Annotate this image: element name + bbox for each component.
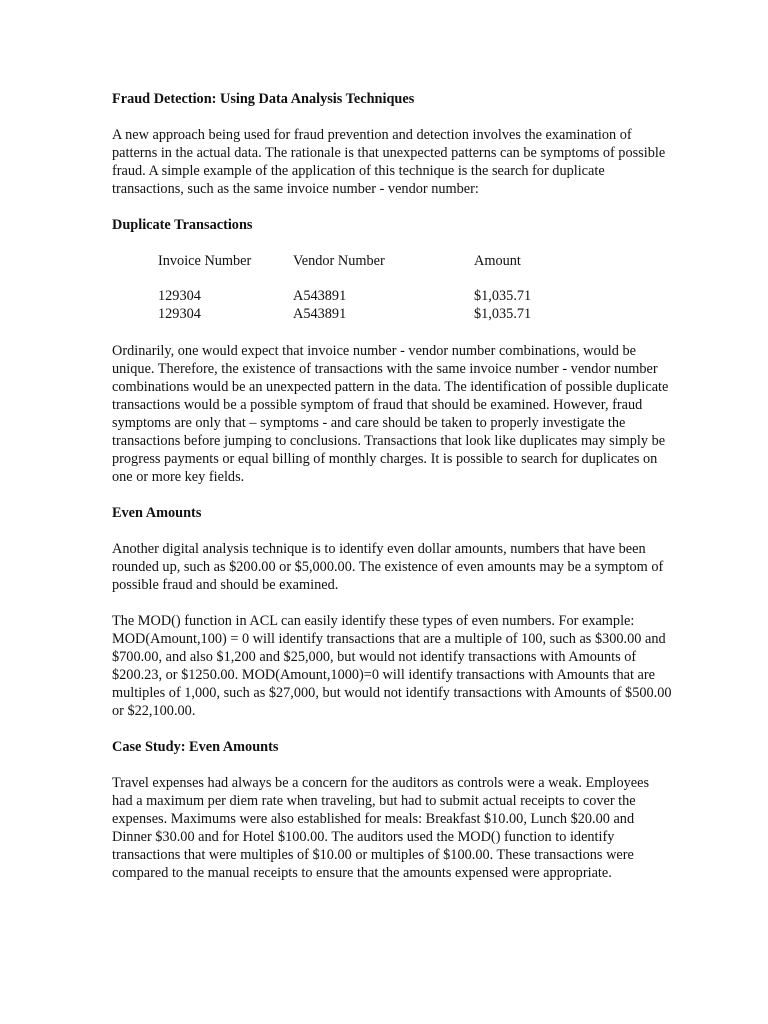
table-cell-invoice: 129304 [158, 306, 201, 322]
even-amounts-heading: Even Amounts [112, 505, 202, 521]
document-title: Fraud Detection: Using Data Analysis Techniques [112, 91, 415, 107]
case-study-heading: Case Study: Even Amounts [112, 739, 279, 755]
table-cell-vendor: A543891 [293, 306, 347, 322]
table-cell-amount: $1,035.71 [474, 288, 532, 304]
column-header-invoice-number: Invoice Number [158, 253, 252, 269]
document-page [112, 90, 672, 900]
table-cell-amount: $1,035.71 [474, 306, 532, 322]
case-study-paragraph: Travel expenses had always be a concern for the auditors as controls were a weak. Employees had a maximum per diem rate when traveling, but had to submit actual receipts to cover the expenses. Maximums were also established for meals: Breakfast $10.00, Lunch $20.00 and Dinner $30.00 and for Hotel $100.00. The auditors used the MOD() function to identify transactions that were multiples of $10.00 or multiples of $100.00. These transactions were compared to the manual receipts to ensure that the amounts expensed were appropriate. [112, 775, 650, 881]
column-header-vendor-number: Vendor Number [293, 253, 385, 269]
column-header-amount: Amount [474, 253, 521, 269]
intro-paragraph: A new approach being used for fraud prevention and detection involves the examination of patterns in the actual data. The rationale is that unexpected patterns can be symptoms of possible fraud. A simple example of the application of this technique is the search for duplicate transactions, such as the same invoice number - vendor number: [112, 127, 666, 197]
duplicate-transactions-heading: Duplicate Transactions [112, 217, 253, 233]
duplicate-transactions-paragraph: Ordinarily, one would expect that invoice number - vendor number combinations, would be unique. Therefore, the existence of transactions with the same invoice number - vendor number combinations would be an unexpected pattern in the data. The identification of possible duplicate transactions would be a possible symptom of fraud that should be examined. However, fraud symptoms are only that – symptoms - and care should be taken to properly investigate the transactions before jumping to conclusions. Transactions that look like duplicates may simply be progress payments or equal billing of monthly charges. It is possible to search for duplicates on one or more key fields. [112, 343, 669, 485]
even-amounts-paragraph-1: Another digital analysis technique is to identify even dollar amounts, numbers that have been rounded up, such as $200.00 or $5,000.00. The existence of even amounts may be a symptom of possible fraud and should be examined. [112, 541, 664, 593]
table-cell-invoice: 129304 [158, 288, 201, 304]
even-amounts-paragraph-2: The MOD() function in ACL can easily identify these types of even numbers. For example: MOD(Amount,100) = 0 will identify transactions that are a multiple of 100, such as $300.00 and $700.00, and also $1,200 and $25,000, but would not identify transactions with Amounts of $200.23, or $1250.00. MOD(Amount,1000)=0 will identify transactions with Amounts that are multiples of 1,000, such as $27,000, but would not identify transactions with Amounts of $500.00 or $22,100.00. [112, 613, 672, 719]
duplicate-transactions-table [112, 252, 672, 324]
table-cell-vendor: A543891 [293, 288, 347, 304]
